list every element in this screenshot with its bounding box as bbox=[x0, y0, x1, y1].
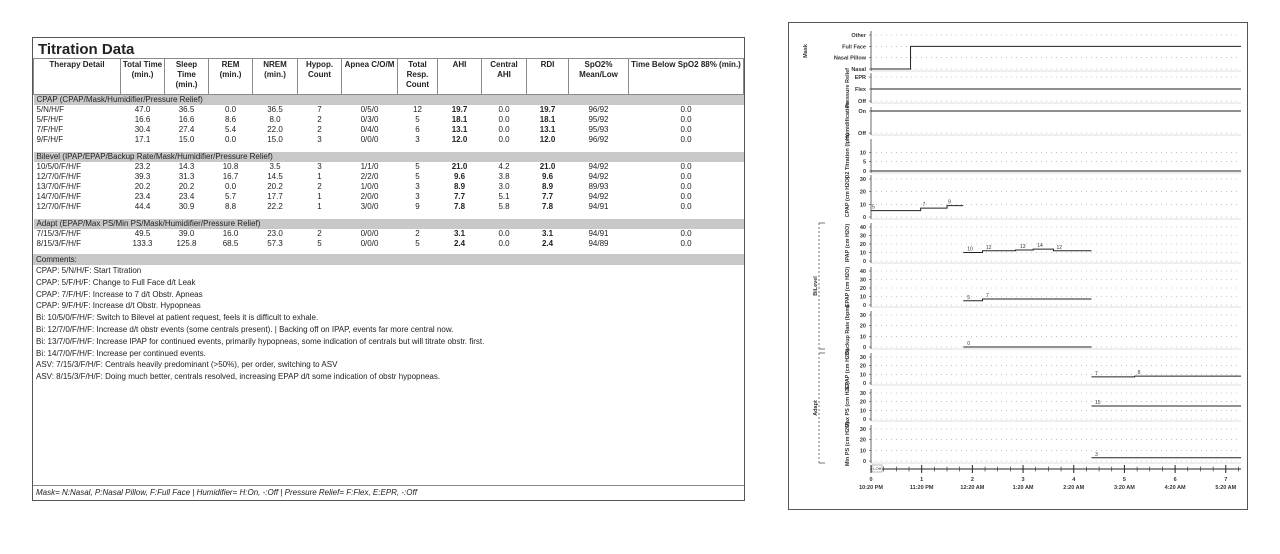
table-cell: 3 bbox=[415, 192, 420, 202]
category-tick-label: Nasal bbox=[851, 67, 866, 73]
x-tick-hour-label: 4 bbox=[1072, 477, 1076, 483]
x-tick-time-label: 5:20 AM bbox=[1215, 485, 1237, 491]
table-cell: 0/0/0 bbox=[360, 135, 379, 145]
step-series-line bbox=[871, 206, 963, 211]
table-cell: 36.5 bbox=[267, 105, 283, 115]
category-tick-label: On bbox=[858, 109, 866, 115]
table-cell: 23.0 bbox=[267, 229, 283, 239]
column-header: SpO2% Mean/Low bbox=[569, 59, 629, 95]
panel-label: O2 Titration (lpm) bbox=[845, 133, 851, 179]
table-row bbox=[34, 182, 744, 192]
column-header: Sleep Time (min.) bbox=[165, 59, 209, 95]
section-title: Bilevel (IPAP/EPAP/Backup Rate/Mask/Humidifier/Pressure Relief) bbox=[34, 152, 744, 162]
table-cell: 3 bbox=[317, 162, 322, 172]
table-cell: 2.4 bbox=[541, 239, 554, 249]
category-tick-label: Nasal Pillow bbox=[833, 55, 866, 62]
table-cell: 22.0 bbox=[267, 125, 283, 135]
table-cell: 96/92 bbox=[588, 135, 609, 145]
table-cell: 30.4 bbox=[134, 125, 151, 135]
panel-label: IPAP (cm H2O) bbox=[845, 223, 851, 263]
x-tick-hour-label: 0 bbox=[869, 477, 873, 483]
table-cell: 3/0/0 bbox=[360, 202, 379, 212]
table-row bbox=[34, 192, 744, 202]
x-tick-time-label: 1:20 AM bbox=[1012, 485, 1034, 491]
table-cell: 0.0 bbox=[680, 202, 692, 212]
y-tick-label: 10 bbox=[859, 150, 866, 157]
table-cell: 18.1 bbox=[451, 115, 468, 125]
table-row bbox=[34, 115, 744, 125]
table-cell: 3.1 bbox=[453, 229, 466, 239]
y-tick-label: 0 bbox=[862, 259, 866, 265]
y-tick-label: 30 bbox=[859, 427, 866, 433]
x-tick-time-label: 10:20 PM bbox=[859, 485, 883, 491]
table-cell: 8.6 bbox=[224, 115, 237, 125]
column-header: Total Time (min.) bbox=[121, 59, 165, 95]
comments-block bbox=[33, 254, 744, 383]
table-cell: 7.7 bbox=[541, 192, 554, 202]
comment-line: Bi: 12/7/0/F/H/F: Increase d/t obstr events (some centrals present). | Backing off on IPAP, events far more central now. bbox=[36, 324, 454, 334]
table-cell: 5/F/H/F bbox=[36, 115, 64, 125]
table-cell: 8.0 bbox=[269, 115, 281, 125]
table-cell: 39.0 bbox=[178, 229, 195, 239]
y-tick-label: 0 bbox=[862, 169, 866, 175]
table-cell: 94/92 bbox=[588, 192, 609, 202]
step-value-label: 5 bbox=[872, 204, 875, 211]
step-value-label: 8 bbox=[1137, 370, 1141, 377]
step-value-label: 0 bbox=[967, 341, 971, 347]
table-cell: 0.0 bbox=[224, 105, 237, 115]
table-cell: 94/91 bbox=[588, 202, 609, 212]
table-cell: 23.2 bbox=[134, 162, 151, 172]
table-cell: 0.0 bbox=[498, 239, 510, 249]
column-header: Total Resp. Count bbox=[398, 59, 438, 95]
table-row bbox=[34, 202, 744, 212]
table-cell: 2/2/0 bbox=[360, 172, 379, 182]
table-cell: 0.0 bbox=[498, 115, 510, 125]
y-tick-label: 20 bbox=[859, 323, 866, 330]
y-tick-label: 0 bbox=[862, 459, 866, 465]
section-spacer bbox=[34, 212, 744, 219]
x-tick-time-label: 11:20 PM bbox=[909, 485, 934, 491]
category-tick-label: Full Face bbox=[842, 44, 866, 51]
y-tick-label: 10 bbox=[859, 294, 866, 301]
table-row bbox=[34, 162, 744, 172]
y-tick-label: 40 bbox=[859, 269, 866, 275]
y-tick-label: 5 bbox=[862, 159, 866, 166]
table-cell: 13/7/0/F/H/F bbox=[36, 182, 81, 192]
comment-line: CPAP: 5/N/H/F: Start Titration bbox=[36, 266, 142, 275]
therapy-timeline-chart bbox=[788, 22, 1248, 510]
table-cell: 3 bbox=[415, 135, 420, 145]
table-cell: 0.0 bbox=[224, 135, 237, 145]
step-value-label: 7 bbox=[1095, 370, 1098, 377]
table-cell: 12 bbox=[413, 105, 422, 115]
step-value-label: 12 bbox=[1056, 244, 1063, 251]
step-value-label: 7 bbox=[922, 202, 926, 209]
step-value-label: 10 bbox=[967, 246, 973, 253]
category-tick-label: Flex bbox=[854, 87, 866, 93]
x-tick-hour-label: 3 bbox=[1021, 477, 1025, 483]
table-cell: 7.7 bbox=[453, 192, 466, 202]
comment-line: ASV: 7/15/3/F/H/F: Centrals heavily predominant (>50%), per order, switching to ASV bbox=[36, 360, 338, 370]
table-cell: 21.0 bbox=[451, 162, 468, 172]
table-cell: 47.0 bbox=[134, 105, 151, 115]
table-cell: 23.4 bbox=[134, 192, 151, 202]
table-cell: 0.0 bbox=[680, 192, 692, 202]
table-cell: 0.0 bbox=[680, 172, 692, 182]
table-cell: 2/0/0 bbox=[360, 192, 379, 202]
table-cell: 96/92 bbox=[588, 105, 609, 115]
column-header: Central AHI bbox=[482, 59, 527, 95]
table-cell: 5/N/H/F bbox=[36, 105, 65, 115]
table-cell: 3.5 bbox=[269, 162, 281, 172]
table-cell: 15.0 bbox=[267, 135, 283, 145]
table-cell: 27.4 bbox=[178, 125, 195, 135]
table-cell: 7 bbox=[317, 105, 322, 115]
table-cell: 125.8 bbox=[176, 239, 197, 249]
comment-line: Bi: 14/7/0/F/H/F: Increase per continued events. bbox=[36, 348, 206, 358]
table-cell: 3.8 bbox=[498, 172, 510, 182]
section-header-row bbox=[34, 95, 744, 106]
table-cell: 1 bbox=[317, 192, 322, 202]
table-cell: 2 bbox=[317, 229, 322, 239]
table-cell: 0.0 bbox=[680, 115, 692, 125]
table-cell: 8.8 bbox=[224, 202, 237, 212]
panel-label: Mask bbox=[803, 44, 809, 58]
panel-label: EPAP (cm H2O) bbox=[845, 266, 851, 308]
table-cell: 5.4 bbox=[224, 125, 237, 135]
table-cell: 133.3 bbox=[132, 239, 153, 249]
y-tick-label: 30 bbox=[859, 391, 866, 397]
x-tick-hour-label: 7 bbox=[1224, 477, 1228, 483]
y-tick-label: 10 bbox=[859, 448, 866, 455]
table-row bbox=[34, 125, 744, 135]
panel-label: Min PS (cm H2O) bbox=[845, 421, 851, 467]
table-cell: 94/92 bbox=[588, 162, 609, 172]
table-cell: 0.0 bbox=[680, 162, 692, 172]
table-cell: 36.5 bbox=[178, 105, 195, 115]
y-tick-label: 0 bbox=[862, 417, 866, 423]
table-cell: 5 bbox=[415, 239, 420, 249]
step-value-label: 9 bbox=[948, 199, 951, 206]
abbreviation-legend: Mask= N:Nasal, P:Nasal Pillow, F:Full Face | Humidifier= H:On, -:Off | Pressure Relief= F:Flex, E:EPR, -:Off bbox=[33, 485, 744, 500]
section-header-row bbox=[34, 219, 744, 229]
step-value-label: 14 bbox=[1037, 243, 1043, 250]
table-cell: 0.0 bbox=[680, 125, 692, 135]
group-bracket-label: BiLevel bbox=[813, 276, 819, 296]
table-cell: 12/7/0/F/H/F bbox=[36, 172, 81, 182]
group-bracket-label: Adapt bbox=[813, 400, 819, 416]
table-cell: 3.0 bbox=[498, 182, 510, 192]
table-cell: 95/92 bbox=[588, 115, 609, 125]
y-tick-label: 20 bbox=[859, 286, 866, 292]
table-cell: 68.5 bbox=[222, 239, 239, 249]
table-cell: 0/0/0 bbox=[360, 229, 379, 239]
table-cell: 2 bbox=[317, 115, 322, 125]
table-cell: 19.7 bbox=[451, 105, 468, 115]
table-cell: 0.0 bbox=[680, 229, 692, 239]
step-value-label: 3 bbox=[1095, 451, 1098, 458]
column-header: Time Below SpO2 88% (min.) bbox=[629, 59, 744, 95]
titration-table bbox=[33, 58, 744, 249]
column-header: NREM (min.) bbox=[253, 59, 298, 95]
table-row bbox=[34, 105, 744, 115]
x-tick-hour-label: 2 bbox=[970, 477, 974, 483]
step-value-label: 13 bbox=[1020, 243, 1026, 250]
comment-line: Bi: 10/5/0/F/H/F: Switch to Bilevel at patient request, feels it is difficult to exhale. bbox=[36, 313, 319, 323]
table-cell: 7/15/3/F/H/F bbox=[36, 229, 81, 239]
table-cell: 39.3 bbox=[134, 172, 151, 182]
table-cell: 20.2 bbox=[178, 182, 195, 192]
table-cell: 13.1 bbox=[539, 125, 556, 135]
table-cell: 0/5/0 bbox=[360, 105, 379, 115]
y-tick-label: 20 bbox=[859, 437, 866, 444]
x-tick-time-label: 12:20 AM bbox=[960, 485, 985, 491]
section-header-row bbox=[34, 152, 744, 162]
titration-title: Titration Data bbox=[38, 41, 135, 58]
category-tick-label: EPR bbox=[854, 75, 866, 81]
table-cell: 7.8 bbox=[541, 202, 554, 212]
therapy-timeline-svg bbox=[789, 23, 1247, 509]
panel-label: Humidification bbox=[845, 101, 851, 141]
x-tick-time-label: 2:20 AM bbox=[1063, 485, 1085, 491]
table-cell: 49.5 bbox=[134, 229, 151, 239]
table-cell: 6 bbox=[415, 125, 420, 135]
step-series-line bbox=[963, 299, 1091, 301]
table-cell: 0/3/0 bbox=[360, 115, 379, 125]
y-tick-label: 0 bbox=[862, 381, 866, 387]
table-cell: 8.9 bbox=[541, 182, 554, 192]
panel-label: EPAP (cm H2O) bbox=[845, 348, 851, 390]
table-cell: 3.1 bbox=[541, 229, 554, 239]
table-cell: 0.0 bbox=[498, 105, 510, 115]
y-tick-label: 0 bbox=[862, 303, 866, 309]
table-cell: 7/F/H/F bbox=[36, 125, 64, 135]
table-cell: 57.3 bbox=[267, 239, 283, 249]
table-cell: 8.9 bbox=[453, 182, 466, 192]
table-cell: 0/4/0 bbox=[360, 125, 379, 135]
table-cell: 5 bbox=[317, 239, 322, 249]
table-body bbox=[34, 95, 744, 250]
step-value-label: 7 bbox=[986, 293, 989, 300]
table-cell: 0.0 bbox=[680, 105, 692, 115]
y-tick-label: 10 bbox=[859, 250, 866, 257]
comment-line: Bi: 13/7/0/F/H/F: Increase IPAP for continued events, primarily hypopneas, some indication of centrals but will titrate obstr. first. bbox=[36, 336, 485, 346]
table-row bbox=[34, 229, 744, 239]
table-header-row bbox=[34, 59, 744, 95]
table-cell: 22.2 bbox=[267, 202, 283, 212]
table-cell: 10.8 bbox=[222, 162, 239, 172]
table-cell: 5 bbox=[415, 162, 420, 172]
y-tick-label: 0 bbox=[862, 345, 866, 351]
table-cell: 0.0 bbox=[498, 125, 510, 135]
table-cell: 0.0 bbox=[680, 239, 692, 249]
table-cell: 94/89 bbox=[588, 239, 609, 249]
column-header: AHI bbox=[438, 59, 482, 95]
y-tick-label: 30 bbox=[859, 177, 866, 183]
y-tick-label: 30 bbox=[859, 277, 866, 284]
table-cell: 3 bbox=[415, 182, 420, 192]
table-cell: 3 bbox=[317, 135, 322, 145]
x-tick-hour-label: 5 bbox=[1122, 477, 1126, 483]
table-cell: 16.6 bbox=[178, 115, 195, 125]
comments-header: Comments: bbox=[33, 254, 744, 265]
panel-label: CPAP (cm H2O) bbox=[845, 176, 851, 218]
table-cell: 5.1 bbox=[498, 192, 510, 202]
table-cell: 1/1/0 bbox=[360, 162, 379, 172]
panel-label: Max PS (cm H2O) bbox=[845, 382, 851, 428]
table-cell: 5.8 bbox=[498, 202, 510, 212]
panel-label: Pressure Relief bbox=[845, 67, 851, 109]
table-cell: 8/15/3/F/H/F bbox=[36, 239, 81, 249]
table-cell: 4.2 bbox=[498, 162, 510, 172]
comment-line: ASV: 8/15/3/F/H/F: Doing much better, centrals resolved, increasing EPAP d/t some indication of obstr hypopneas. bbox=[36, 372, 441, 382]
comment-line: CPAP: 5/F/H/F: Change to Full Face d/t Leak bbox=[36, 277, 196, 287]
y-tick-label: 20 bbox=[859, 363, 866, 370]
category-tick-label: Off bbox=[858, 99, 866, 105]
y-tick-label: 40 bbox=[859, 225, 866, 231]
column-header: Therapy Detail bbox=[34, 59, 121, 95]
step-value-label: 15 bbox=[1095, 400, 1101, 406]
column-header: RDI bbox=[527, 59, 569, 95]
table-cell: 2 bbox=[415, 229, 420, 239]
table-cell: 1 bbox=[317, 172, 322, 182]
table-row bbox=[34, 172, 744, 182]
table-row bbox=[34, 239, 744, 249]
table-cell: 13.1 bbox=[451, 125, 468, 135]
table-cell: 10/5/0/F/H/F bbox=[36, 162, 81, 172]
table-cell: 5 bbox=[415, 172, 420, 182]
table-cell: 94/91 bbox=[588, 229, 609, 239]
category-tick-label: Other bbox=[851, 33, 866, 39]
y-tick-label: 30 bbox=[859, 233, 866, 240]
table-cell: 20.2 bbox=[267, 182, 283, 192]
table-cell: 16.7 bbox=[222, 172, 239, 182]
panel-label: Backup Rate (bpm) bbox=[845, 304, 851, 356]
table-cell: 0.0 bbox=[498, 135, 510, 145]
table-cell: 19.7 bbox=[539, 105, 556, 115]
table-cell: 0.0 bbox=[498, 229, 510, 239]
table-cell: 15.0 bbox=[178, 135, 195, 145]
table-cell: 30.9 bbox=[178, 202, 195, 212]
section-title: CPAP (CPAP/Mask/Humidifier/Pressure Relief) bbox=[34, 95, 744, 106]
y-tick-label: 30 bbox=[859, 313, 866, 319]
lights-off-label: LOff bbox=[873, 466, 881, 471]
comment-line: CPAP: 7/F/H/F: Increase to 7 d/t Obstr. Apneas bbox=[36, 289, 203, 299]
table-cell: 16.6 bbox=[134, 115, 151, 125]
table-cell: 14.3 bbox=[178, 162, 195, 172]
step-value-label: 5 bbox=[967, 294, 971, 301]
table-cell: 17.7 bbox=[267, 192, 283, 202]
table-cell: 7.8 bbox=[453, 202, 466, 212]
table-cell: 5.7 bbox=[224, 192, 237, 202]
category-tick-label: Off bbox=[858, 131, 866, 137]
y-tick-label: 10 bbox=[859, 408, 866, 415]
table-cell: 9 bbox=[415, 202, 420, 212]
table-cell: 12.0 bbox=[539, 135, 556, 145]
x-tick-time-label: 4:20 AM bbox=[1164, 485, 1186, 491]
step-value-label: 12 bbox=[986, 244, 992, 251]
x-tick-hour-label: 6 bbox=[1173, 477, 1177, 483]
table-cell: 0.0 bbox=[680, 135, 692, 145]
table-cell: 1/0/0 bbox=[360, 182, 379, 192]
x-tick-time-label: 3:20 AM bbox=[1113, 485, 1135, 491]
table-row bbox=[34, 135, 744, 145]
table-cell: 9.6 bbox=[453, 172, 466, 182]
comment-line: CPAP: 9/F/H/F: Increase d/t Obstr. Hypopneas bbox=[36, 301, 201, 311]
table-cell: 16.0 bbox=[222, 229, 239, 239]
comment-list bbox=[36, 265, 744, 383]
y-tick-label: 20 bbox=[859, 189, 866, 196]
y-tick-label: 10 bbox=[859, 334, 866, 341]
table-cell: 95/93 bbox=[588, 125, 609, 135]
x-tick-hour-label: 1 bbox=[920, 477, 924, 483]
table-cell: 44.4 bbox=[134, 202, 151, 212]
table-cell: 0/0/0 bbox=[360, 239, 379, 249]
column-header: Hypop. Count bbox=[298, 59, 342, 95]
y-tick-label: 30 bbox=[859, 355, 866, 361]
step-series-line bbox=[1091, 376, 1241, 377]
table-cell: 89/93 bbox=[588, 182, 609, 192]
table-cell: 5 bbox=[415, 115, 420, 125]
table-cell: 2 bbox=[317, 182, 322, 192]
section-spacer bbox=[34, 145, 744, 152]
table-cell: 0.0 bbox=[224, 182, 237, 192]
table-cell: 1 bbox=[317, 202, 322, 212]
table-cell: 9/F/H/F bbox=[36, 135, 64, 145]
table-cell: 14.5 bbox=[267, 172, 283, 182]
table-cell: 14/7/0/F/H/F bbox=[36, 192, 81, 202]
table-cell: 9.6 bbox=[541, 172, 554, 182]
column-header: Apnea C/O/M bbox=[342, 59, 398, 95]
y-tick-label: 10 bbox=[859, 372, 866, 379]
table-cell: 94/92 bbox=[588, 172, 609, 182]
table-cell: 12.0 bbox=[451, 135, 468, 145]
table-cell: 0.0 bbox=[680, 182, 692, 192]
table-cell: 17.1 bbox=[134, 135, 151, 145]
table-cell: 2.4 bbox=[453, 239, 466, 249]
y-tick-label: 20 bbox=[859, 399, 866, 406]
y-tick-label: 20 bbox=[859, 242, 866, 248]
section-title: Adapt (EPAP/Max PS/Min PS/Mask/Humidifier/Pressure Relief) bbox=[34, 219, 744, 229]
column-header: REM (min.) bbox=[209, 59, 253, 95]
y-tick-label: 0 bbox=[862, 215, 866, 221]
y-tick-label: 10 bbox=[859, 202, 866, 209]
table-cell: 23.4 bbox=[178, 192, 195, 202]
table-cell: 31.3 bbox=[178, 172, 195, 182]
table-cell: 21.0 bbox=[539, 162, 556, 172]
table-cell: 18.1 bbox=[539, 115, 556, 125]
table-cell: 2 bbox=[317, 125, 322, 135]
table-cell: 12/7/0/F/H/F bbox=[36, 202, 81, 212]
table-cell: 20.2 bbox=[134, 182, 151, 192]
titration-data-panel bbox=[32, 37, 745, 501]
